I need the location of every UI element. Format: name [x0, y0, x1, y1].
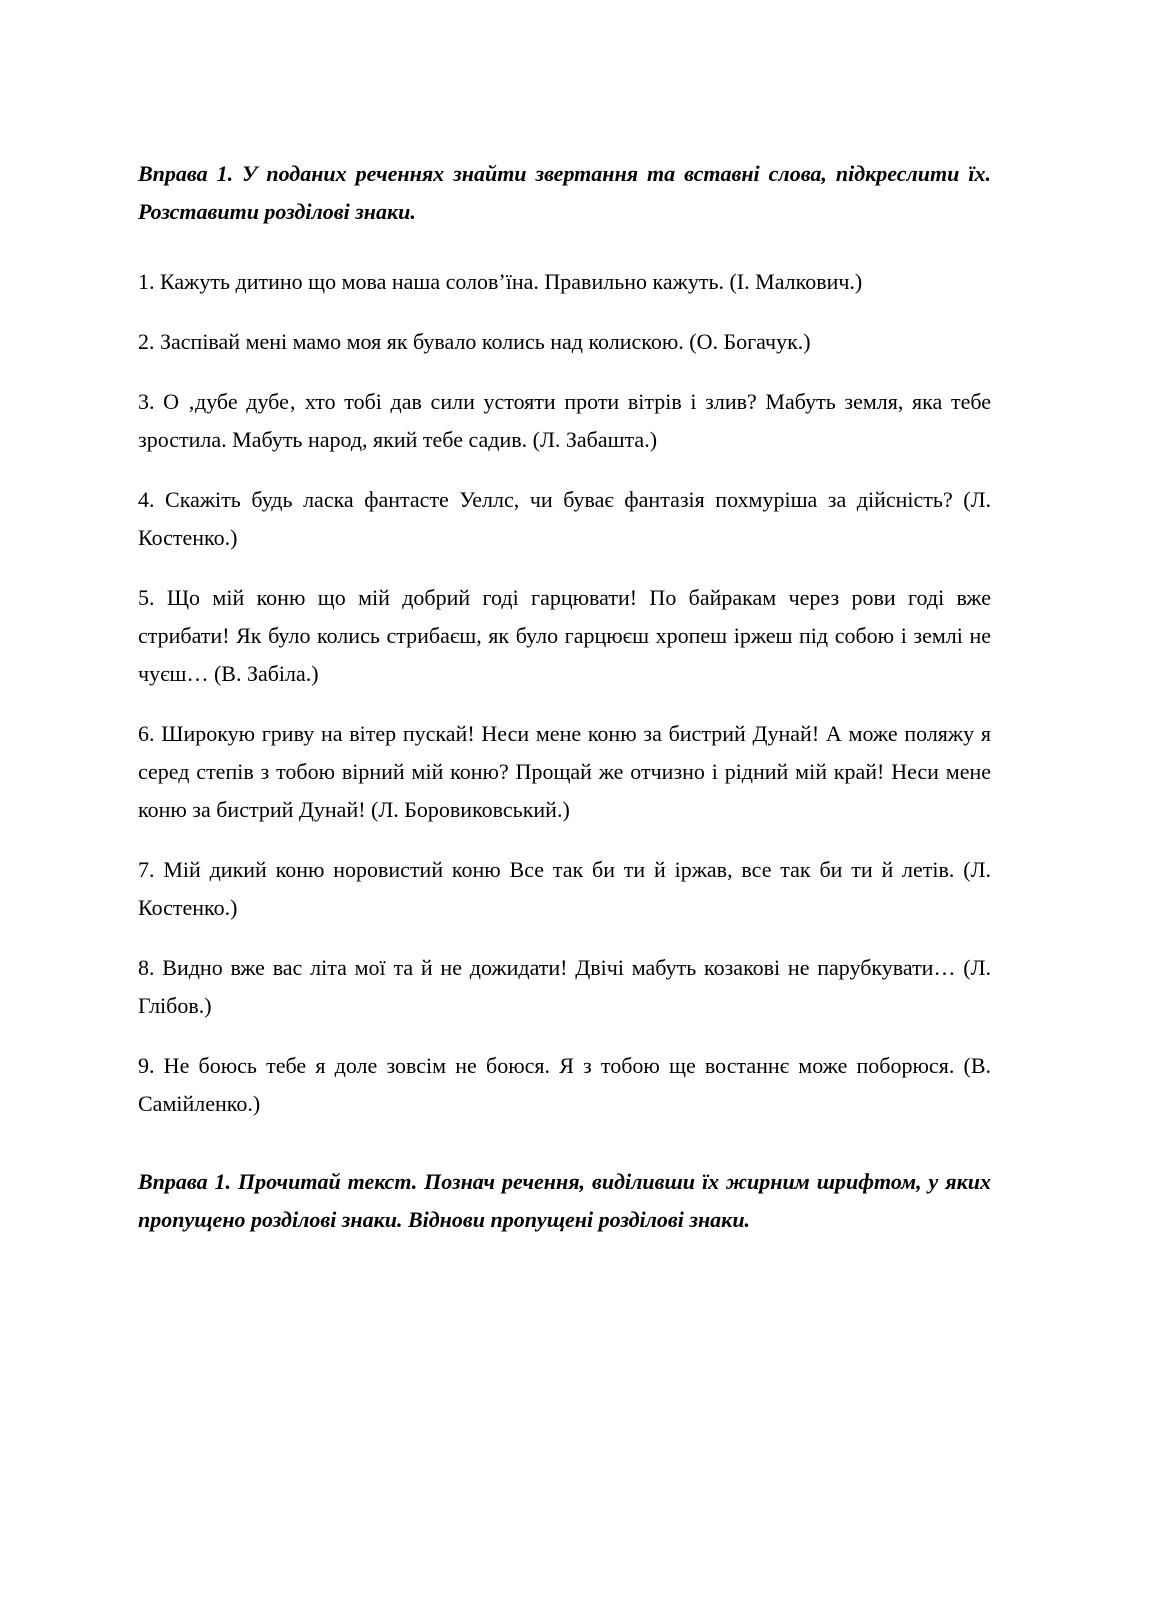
exercise-item-8: 8. Видно вже вас літа мої та й не дожидати! Двічі мабуть козакові не парубкувати… (Л. Глібов.): [138, 955, 991, 1018]
exercise-item-6: 6. Широкую гриву на вітер пускай! Неси мене коню за бистрий Дунай! А може поляжу я серед степів з тобою вірний мій коню? Прощай же отчизно і рідний мій край! Неси мене коню за бистрий Дунай! (Л. Боровиковський.): [138, 721, 991, 822]
exercise-2-heading: Вправа 1. Прочитай текст. Познач речення, виділивши їх жирним шрифтом, у яких пропущено розділові знаки. Віднови пропущені розділові знаки.: [138, 1169, 991, 1232]
exercise-item-5: 5. Що мій коню що мій добрий годі гарцювати! По байракам через рови годі вже стрибати! Як було колись стрибаєш, як було гарцюєш хропеш іржеш під собою і землі не чуєш… (В. Забіла.): [138, 585, 991, 686]
exercise-item-2: 2. Заспівай мені мамо моя як бувало колись над колискою. (О. Богачук.): [138, 329, 811, 354]
exercise-item-3: 3. О ‚дубе дубе‚ хто тобі дав сили устояти проти вітрів і злив? Мабуть земля, яка тебе зростила. Мабуть народ, який тебе садив. (Л. Забашта.): [138, 389, 991, 452]
exercise-item-7: 7. Мій дикий коню норовистий коню Все так би ти й іржав, все так би ти й летів. (Л. Костенко.): [138, 857, 991, 920]
exercise-item-1: 1. Кажуть дитино що мова наша солов’їна. Правильно кажуть. (І. Малкович.): [138, 269, 863, 294]
exercise-item-9: 9. Не боюсь тебе я доле зовсім не боюся. Я з тобою ще востаннє може поборюся. (В. Самійленко.): [138, 1053, 991, 1116]
exercise-1-heading: Вправа 1. У поданих реченнях знайти звертання та вставні слова, підкреслити їх. Розставити розділові знаки.: [138, 161, 991, 224]
exercise-item-4: 4. Скажіть будь ласка фантасте Уеллс, чи буває фантазія похмуріша за дійсність? (Л. Костенко.): [138, 487, 991, 550]
